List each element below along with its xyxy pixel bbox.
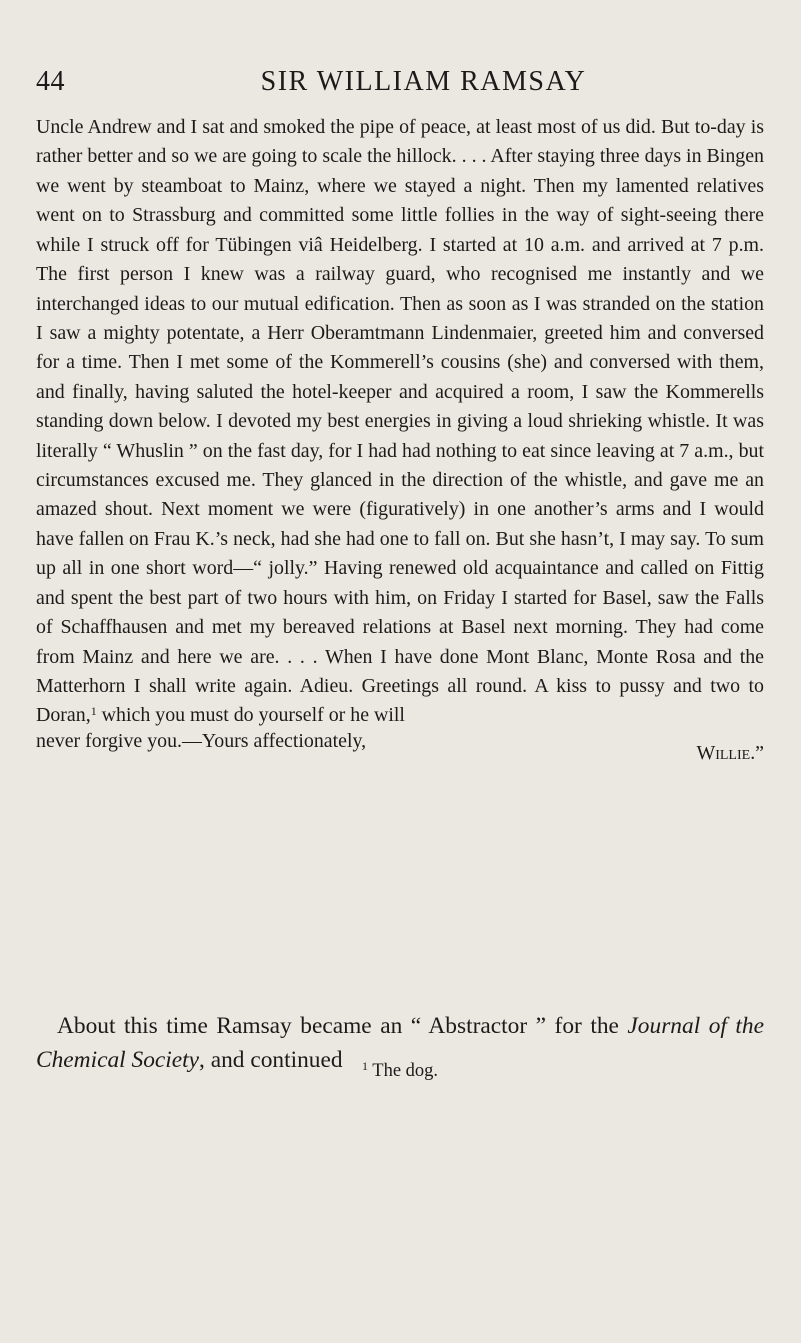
running-title: SIR WILLIAM RAMSAY	[260, 66, 587, 97]
footnote	[36, 1060, 764, 1082]
running-head	[36, 66, 765, 106]
page-number: 44	[36, 66, 65, 97]
footnote-text: The dog.	[372, 1061, 439, 1081]
narrative-text-start: About this time Ramsay became an “ Abstractor ” for the	[57, 1013, 628, 1039]
footnote-reference: 1	[90, 704, 97, 719]
journal-title: Journal of the Chemical Society	[36, 1013, 764, 1073]
signature: Willie.”	[696, 741, 764, 764]
footnote-marker: 1	[361, 1059, 368, 1073]
closing-line: never forgive you.—Yours affectionately,	[36, 729, 367, 752]
letter-excerpt	[36, 113, 764, 764]
narrative-text-end: , and continued	[199, 1047, 343, 1073]
letter-text: Uncle Andrew and I sat and smoked the pipe of peace, at least most of us did. But to-day is rather better and so we are going to scale the hillock. . . . After staying three days in Bingen we went by steamboat to Mainz, where we stayed a night. Then my lamented relatives went on to Strassburg and committed some little follies in the way of sight-seeing there while I struck off for Tübingen viâ Heidelberg. I started at 10 a.m. and arrived at 7 p.m. The first person I knew was a railway guard, who recognised me instantly and we interchanged ideas to our mutual edification. Then as soon as I was stranded on the station I saw a mighty potentate, a Herr Oberamtmann Lindenmaier, greeted him and conversed for a time. Then I met some of the Kommerell’s cousins (she) and conversed with them, and finally, having saluted the hotel-keeper and acquired a room, I saw the Kommerells standing down below. I devoted my best energies in giving a loud shrieking whistle. It was literally “ Whuslin ” on the fast day, for I had had nothing to eat since leaving at 7 a.m., but circumstances excused me. They glanced in the direction of the whistle, and gave me an amazed shout. Next moment we were (figuratively) in one another’s arms and I would have fallen on Frau K.’s neck, had she had one to fall on. But she hasn’t, I may say. To sum up all in one short word—“ jolly.” Having renewed old acquaintance and called on Fittig and spent the best part of two hours with him, on Friday I started for Basel, saw the Falls of Schaffhausen and met my bereaved relations at Basel next morning. They had come from Mainz and here we are. . . . When I have done Mont Blanc, Monte Rosa and the Matterhorn I shall write again. Adieu. Greetings all round. A kiss to pussy and two to Doran,	[36, 116, 764, 727]
letter-text-end: which you must do yourself or he will	[96, 704, 405, 727]
letter-signoff	[36, 729, 764, 764]
letter-body	[36, 113, 764, 731]
